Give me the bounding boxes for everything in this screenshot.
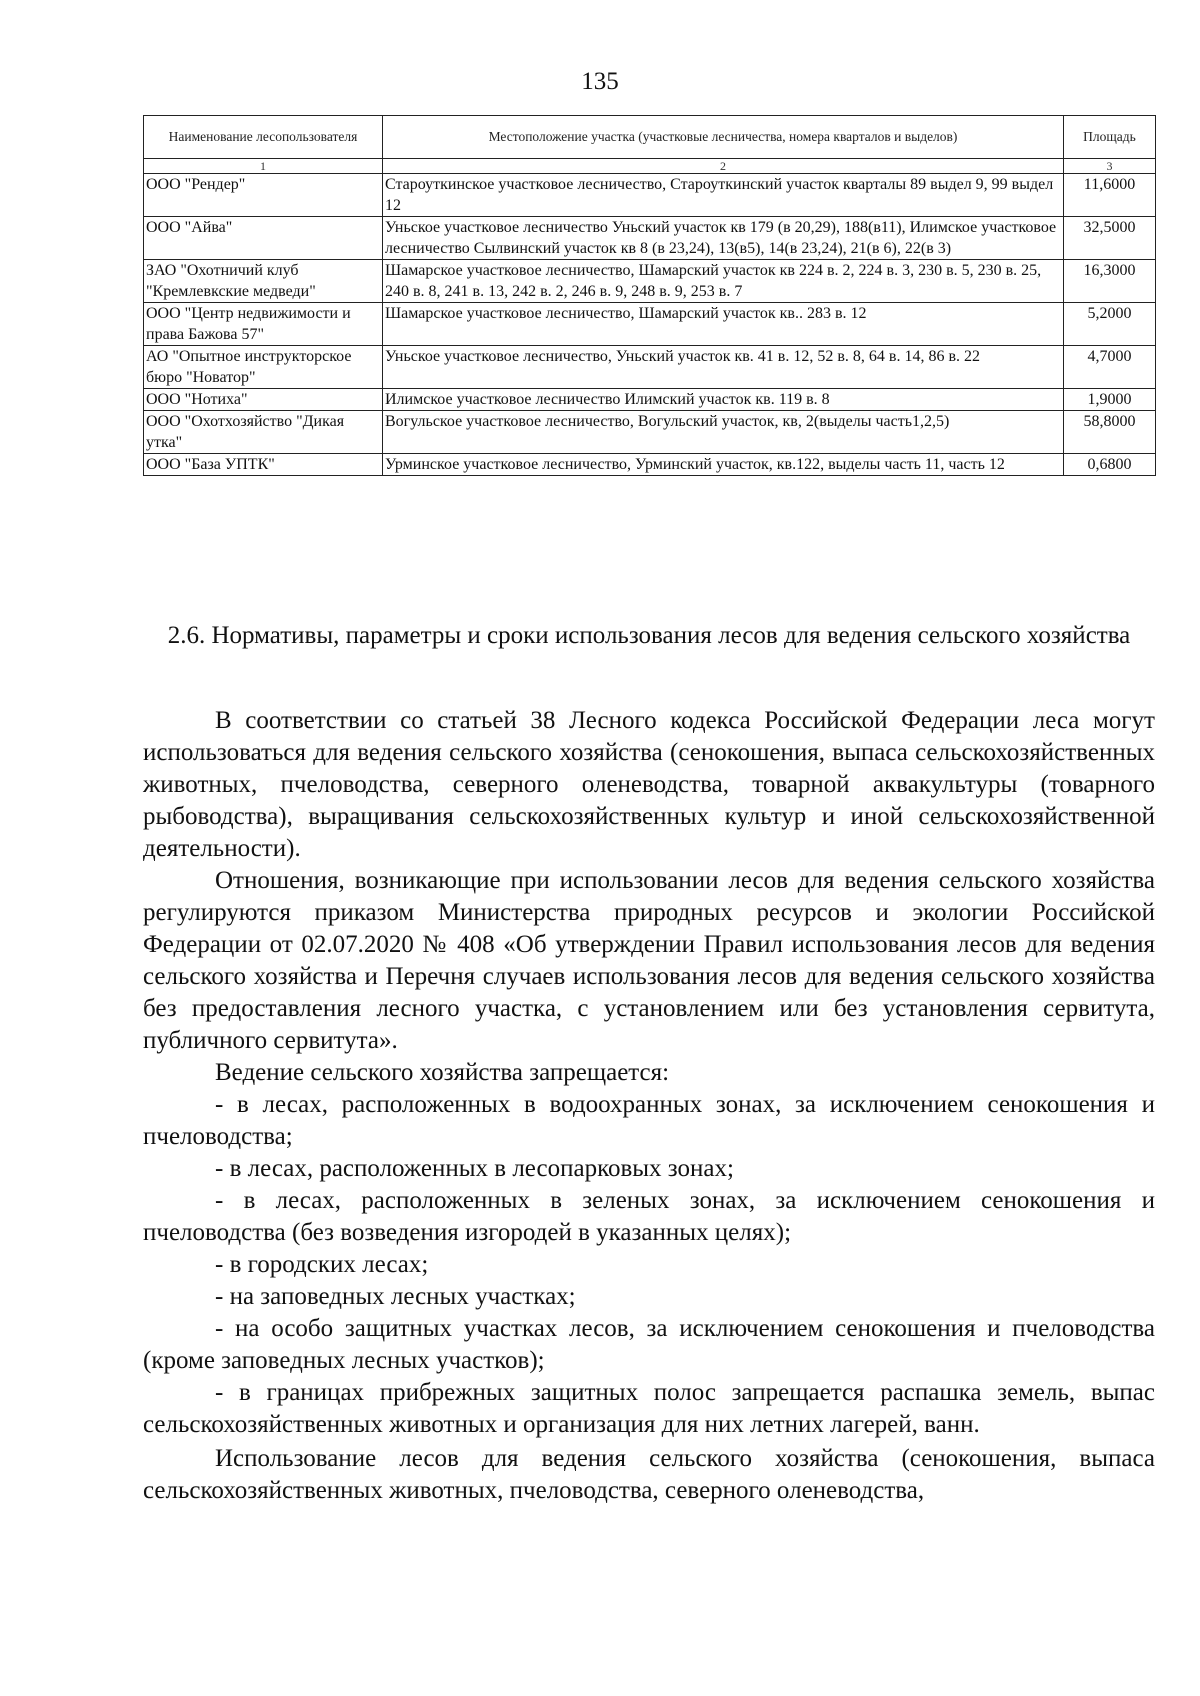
area-cell: 16,3000	[1064, 260, 1156, 303]
table-row	[144, 303, 1156, 346]
list-item: - в лесах, расположенных в зеленых зонах, за исключением сенокошения и пчеловодства (без возведения изгородей в указанных целях);	[143, 1187, 1155, 1246]
body-text	[143, 705, 1155, 1507]
location-cell: Шамарское участковое лесничество, Шамарский участок кв 224 в. 2, 224 в. 3, 230 в. 5, 230 в. 25, 240 в. 8, 241 в. 13, 242 в. 2, 246 в. 9, 248 в. 9, 253 в. 7	[383, 260, 1064, 303]
column-number: 3	[1064, 159, 1156, 174]
user-cell: ООО "Нотиха"	[144, 389, 383, 411]
area-cell: 32,5000	[1064, 217, 1156, 260]
header-location: Местоположение участка (участковые лесничества, номера кварталов и выделов)	[383, 116, 1064, 159]
location-cell: Урминское участковое лесничество, Урминский участок, кв.122, выделы часть 11, часть 12	[383, 454, 1064, 476]
table-header-row	[144, 116, 1156, 159]
table-row	[144, 217, 1156, 260]
area-cell: 58,8000	[1064, 411, 1156, 454]
column-number: 2	[383, 159, 1064, 174]
paragraph: Ведение сельского хозяйства запрещается:	[215, 1059, 670, 1086]
location-cell: Шамарское участковое лесничество, Шамарский участок кв.. 283 в. 12	[383, 303, 1064, 346]
table-row	[144, 174, 1156, 217]
list-item: - в лесах, расположенных в лесопарковых зонах;	[215, 1155, 734, 1182]
column-number-row	[144, 159, 1156, 174]
table-row	[144, 260, 1156, 303]
paragraph: Использование лесов для ведения сельского хозяйства (сенокошения, выпаса сельскохозяйственных животных, пчеловодства, северного оленеводства,	[143, 1445, 1155, 1504]
list-item: - в городских лесах;	[215, 1251, 429, 1278]
location-cell: Уньское участковое лесничество Уньский участок кв 179 (в 20,29), 188(в11), Илимское участковое лесничество Сылвинский участок кв 8 (в 23,24), 13(в5), 14(в 23,24), 21(в 6), 22(в 3)	[383, 217, 1064, 260]
area-cell: 5,2000	[1064, 303, 1156, 346]
page-number: 135	[581, 68, 619, 95]
table-row	[144, 346, 1156, 389]
location-cell: Вогульское участковое лесничество, Вогульский участок, кв, 2(выделы часть1,2,5)	[383, 411, 1064, 454]
column-number: 1	[144, 159, 383, 174]
area-cell: 11,6000	[1064, 174, 1156, 217]
area-cell: 4,7000	[1064, 346, 1156, 389]
user-cell: ООО "Центр недвижимости и права Бажова 57"	[144, 303, 383, 346]
user-cell: ООО "Рендер"	[144, 174, 383, 217]
paragraph: Отношения, возникающие при использовании лесов для ведения сельского хозяйства регулируются приказом Министерства природных ресурсов и экологии Российской Федерации от 02.07.2020 № 408 «Об утверждении Правил использования лесов для ведения сельского хозяйства и Перечня случаев использования лесов для ведения сельского хозяйства без предоставления лесного участка, с установлением или без установления сервитута, публичного сервитута».	[143, 867, 1155, 1054]
location-cell: Илимское участковое лесничество Илимский участок кв. 119 в. 8	[383, 389, 1064, 411]
table-row	[144, 411, 1156, 454]
header-area: Площадь	[1064, 116, 1156, 159]
header-user: Наименование лесопользователя	[144, 116, 383, 159]
list-item: - на особо защитных участках лесов, за исключением сенокошения и пчеловодства (кроме заповедных лесных участков);	[143, 1315, 1155, 1374]
area-cell: 0,6800	[1064, 454, 1156, 476]
user-cell: ООО "Айва"	[144, 217, 383, 260]
table-row	[144, 454, 1156, 476]
table-row	[144, 389, 1156, 411]
section-heading: 2.6. Нормативы, параметры и сроки использования лесов для ведения сельского хозяйства	[167, 622, 1131, 649]
location-cell: Уньское участковое лесничество, Уньский участок кв. 41 в. 12, 52 в. 8, 64 в. 14, 86 в. 22	[383, 346, 1064, 389]
location-cell: Староуткинское участковое лесничество, Староуткинский участок кварталы 89 выдел 9, 99 выдел 12	[383, 174, 1064, 217]
list-item: - на заповедных лесных участках;	[215, 1283, 576, 1310]
user-cell: ЗАО "Охотничий клуб "Кремлевкские медведи"	[144, 260, 383, 303]
user-cell: ООО "Охотхозяйство "Дикая утка"	[144, 411, 383, 454]
user-cell: ООО "База УПТК"	[144, 454, 383, 476]
area-cell: 1,9000	[1064, 389, 1156, 411]
forest-users-table	[143, 115, 1156, 476]
list-item: - в границах прибрежных защитных полос запрещается распашка земель, выпас сельскохозяйственных животных и организация для них летних лагерей, ванн.	[143, 1379, 1155, 1438]
list-item: - в лесах, расположенных в водоохранных зонах, за исключением сенокошения и пчеловодства;	[143, 1091, 1155, 1150]
user-cell: АО "Опытное инструкторское бюро "Новатор"	[144, 346, 383, 389]
paragraph: В соответствии со статьей 38 Лесного кодекса Российской Федерации леса могут использоваться для ведения сельского хозяйства (сенокошения, выпаса сельскохозяйственных животных, пчеловодства, северного оленеводства, товарной аквакультуры (товарного рыбоводства), выращивания сельскохозяйственных культур и иной сельскохозяйственной деятельности).	[143, 707, 1155, 862]
